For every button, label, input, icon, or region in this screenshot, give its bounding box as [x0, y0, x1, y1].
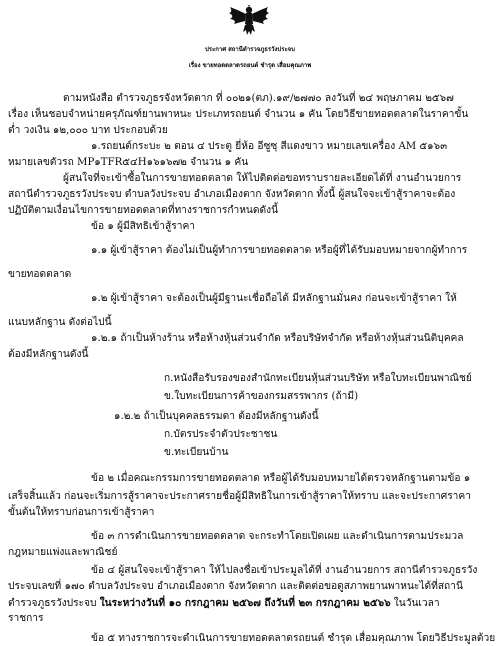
body-line: [8, 596, 440, 611]
body-line: กฎหมายแพ่งและพาณิชย์: [8, 547, 118, 558]
body-line: ขายทอดตลาด: [8, 269, 72, 280]
body-line: เรื่อง เห็นชอบจำหน่ายครุภัณฑ์ยานพาหนะ ประเภทรถยนต์ จำนวน ๑ คัน โดยวิธีขายทอดตลาดในราคาขั้น: [8, 109, 469, 120]
body-line: ต่ำ วงเงิน ๑๒,๐๐๐ บาท ประกอบด้วย: [8, 125, 168, 136]
body-line: ปฏิบัติตามเงื่อนไขการขายทอดตลาดที่ทางราชการกำหนดดังนี้: [8, 205, 279, 216]
body-line: ข้อ ๒ เมื่อคณะกรรมการขายทอดตลาด หรือผู้ได้รับมอบหมายได้ตรวจหลักฐานตามข้อ ๑: [91, 473, 471, 484]
body-line: ราชการ: [8, 613, 44, 624]
body-line: ตามหนังสือ ตำรวจภูธรจังหวัดตาก ที่ ๐๐๒๑(ตภ).๑๙/๒๗๗๐ ลงวันที่ ๒๔ พฤษภาคม ๒๕๖๗: [63, 93, 454, 104]
body-line: เสร็จสิ้นแล้ว ก่อนจะเริ่มการสู้ราคาจะประกาศรายชื่อผู้มีสิทธิในการเข้าสู้ราคาให้ทราบ และจะประกาศราคา: [8, 491, 471, 502]
body-line: ขั้นต้นให้ทราบก่อนการเข้าสู้ราคา: [8, 507, 155, 518]
body-text: ในวันเวลา: [390, 598, 440, 609]
body-line: ต้องมีหลักฐานดังนี้: [8, 349, 89, 360]
body-line: ๑.๒.๑ ถ้าเป็นห้างร้าน หรือห้างหุ้นส่วนจำกัด หรือบริษัทจำกัด หรือห้างหุ้นส่วนนิติบุคคล: [91, 333, 464, 344]
body-line: แนบหลักฐาน ดังต่อไปนี้: [8, 317, 112, 328]
body-line: ประจบเลขที่ ๑๗๐ ตำบลวังประจบ อำเภอเมืองตาก จังหวัดตาก และติดต่อขอดูสภาพยานพาหนะได้ที่สถานี: [8, 581, 463, 592]
body-line: ข้อ ๕ ทางราชการจะดำเนินการขายทอดตลาดรถยนต์ ชำรุด เสื่อมคุณภาพ โดยวิธีประมูลด้วย: [91, 633, 496, 644]
body-line: หมายเลขตัวรถ MP๑TFR๕๔H๑๖๑๖๗๒ จำนวน ๑ คัน: [8, 157, 249, 168]
body-line: ๑.รถยนต์กระบะ ๒ ตอน ๔ ประตู ยี่ห้อ อีซูซุ สีแดงขาว หมายเลขเครื่อง AM ๕๑๖๓: [91, 141, 448, 152]
body-line: ๑.๒ ผู้เข้าสู้ราคา จะต้องเป็นผู้มีฐานะเชื่อถือได้ มีหลักฐานมั่นคง ก่อนจะเข้าสู้ราคา ให้: [91, 293, 457, 304]
bold-date-range: ในระหว่างวันที่ ๑๐ กรกฎาคม ๒๕๖๗ ถึงวันที่ ๒๓ กรกฎาคม ๒๕๖๖: [99, 597, 391, 609]
body-line: ผู้สนใจที่จะเข้าซื้อในการขายทอดตลาด ให้ไปติดต่อขอทราบรายละเอียดได้ที่ งานอำนวยการ: [63, 173, 462, 184]
body-line: สถานีตำรวจภูธรวังประจบ ตำบลวังประจบ อำเภอเมืองตาก จังหวัดตาก ทั้งนี้ ผู้สนใจจะเข้าสู้ราคาจะต้อง: [8, 189, 456, 200]
body-line: ก.บัตรประจำตัวประชาชน: [164, 429, 278, 440]
announcement-subject: เรื่อง ขายทอดตลาดรถยนต์ ชำรุด เสื่อมคุณภาพ: [188, 62, 312, 69]
body-line: ข.ใบทะเบียนการค้าของกรมสรรพากร (ถ้ามี): [164, 391, 359, 402]
body-line: ๑.๑ ผู้เข้าสู้ราคา ต้องไม่เป็นผู้ทำการขายทอดตลาด หรือผู้ที่ได้รับมอบหมายจากผู้ทำการ: [91, 245, 468, 256]
body-line: ๑.๒.๒ ถ้าเป็นบุคคลธรรมดา ต้องมีหลักฐานดังนี้: [114, 411, 319, 422]
announcement-title: ประกาศ สถานีตำรวจภูธรวังประจบ: [204, 46, 295, 53]
clause-heading: ข้อ ๑ ผู้มีสิทธิเข้าสู้ราคา: [91, 221, 195, 232]
garuda-emblem-icon: [226, 4, 272, 38]
body-text: ตำรวจภูธรวังประจบ: [8, 598, 100, 609]
body-line: ก.หนังสือรับรองของสำนักทะเบียนหุ้นส่วนบริษัท หรือใบทะเบียนพาณิชย์: [164, 373, 472, 384]
body-line: ข้อ ๔ ผู้สนใจจะเข้าสู้ราคา ให้ไปลงชื่อเข้าประมูลได้ที่ งานอำนวยการ สถานีตำรวจภูธรวัง: [91, 565, 478, 576]
body-line: ข้อ ๓ การดำเนินการขายทอดตลาด จะกระทำโดยเปิดเผย และดำเนินการตามประมวล: [91, 531, 464, 542]
body-line: ข.ทะเบียนบ้าน: [164, 447, 229, 458]
